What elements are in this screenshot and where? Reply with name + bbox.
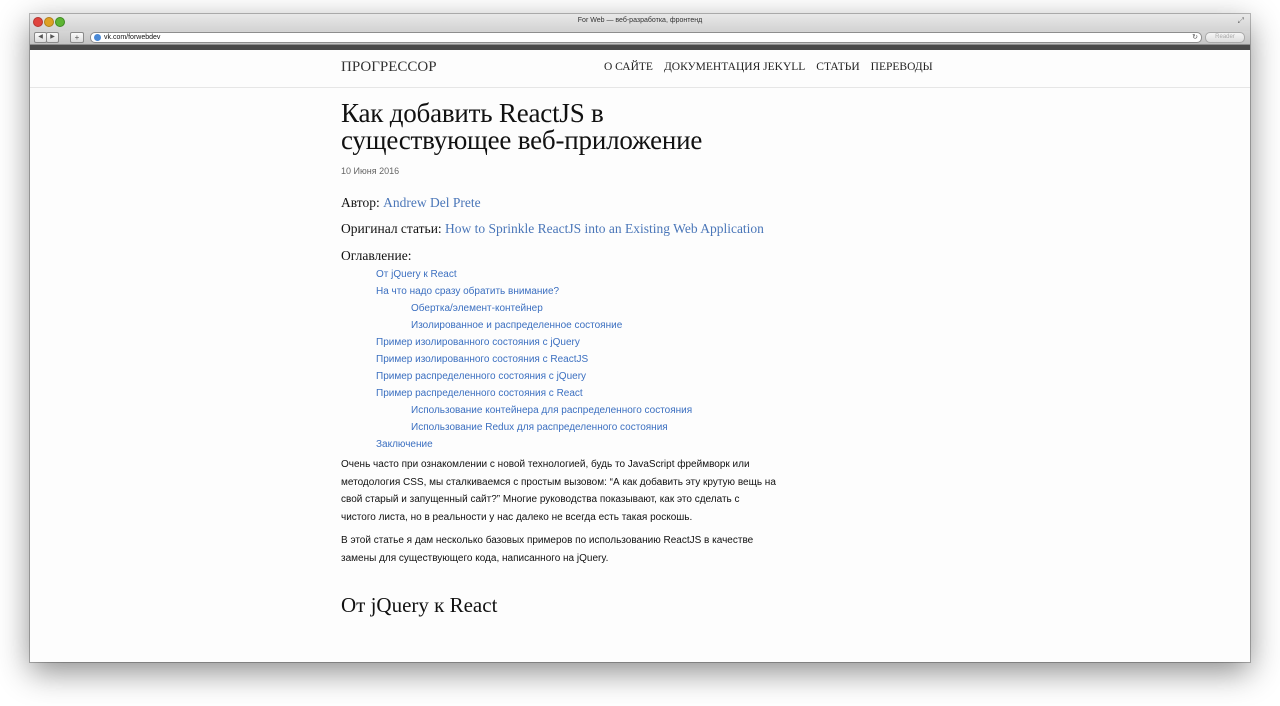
toc-item xyxy=(341,419,781,436)
reader-button[interactable]: Reader xyxy=(1205,32,1245,43)
globe-icon xyxy=(94,34,101,41)
post-date: 10 Июня 2016 xyxy=(341,166,400,176)
toc-link[interactable]: Изолированное и распределенное состояние xyxy=(411,320,623,331)
author-link[interactable]: Andrew Del Prete xyxy=(383,195,481,210)
site-header xyxy=(30,50,1250,88)
fullscreen-icon[interactable]: ⤢ xyxy=(1237,16,1244,25)
intro-paragraph-2: В этой статье я дам несколько базовых примеров по использованию ReactJS в качестве замены для существующего кода, написанного на jQuery. xyxy=(341,535,754,564)
author-label: Автор: xyxy=(341,195,384,210)
window-title: For Web — веб-разработка, фронтенд xyxy=(577,17,703,24)
browser-toolbar xyxy=(30,31,1250,45)
title-bar xyxy=(30,14,1250,31)
toc-heading: Оглавление: xyxy=(341,248,412,263)
toc-link[interactable]: Обертка/элемент-контейнер xyxy=(411,303,543,314)
author-line xyxy=(341,194,781,211)
toc-item xyxy=(341,334,781,351)
toc-item xyxy=(341,283,781,300)
toc-link[interactable]: Пример распределенного состояния с React xyxy=(376,388,583,399)
toc-item xyxy=(341,385,781,402)
table-of-contents xyxy=(341,266,781,453)
toc-link[interactable]: Пример изолированного состояния с ReactJS xyxy=(376,354,589,365)
nav-translations[interactable]: ПЕРЕВОДЫ xyxy=(870,61,933,73)
nav-about[interactable]: О САЙТЕ xyxy=(604,61,653,73)
toc-link[interactable]: Использование контейнера для распределенного состояния xyxy=(411,405,693,416)
section-heading: От jQuery к React xyxy=(341,593,498,617)
toc-item xyxy=(341,300,781,317)
toc-link[interactable]: От jQuery к React xyxy=(376,269,457,280)
original-article-link[interactable]: How to Sprinkle ReactJS into an Existing Web Application xyxy=(445,221,764,236)
toc-link[interactable]: Пример распределенного состояния с jQuery xyxy=(376,371,587,382)
toc-item xyxy=(341,317,781,334)
post-title-line2: существующее веб-приложение xyxy=(341,125,703,155)
add-bookmark-button[interactable]: + xyxy=(70,32,84,43)
address-bar[interactable] xyxy=(90,32,1202,43)
toc-link[interactable]: На что надо сразу обратить внимание? xyxy=(376,286,560,297)
toc-item xyxy=(341,266,781,283)
page-viewport xyxy=(30,50,1250,662)
toc-link[interactable]: Заключение xyxy=(376,439,433,450)
browser-window xyxy=(30,14,1250,662)
nav-jekyll-docs[interactable]: ДОКУМЕНТАЦИЯ JEKYLL xyxy=(663,61,806,73)
site-title-link[interactable]: ПРОГРЕССОР xyxy=(341,59,437,75)
nav-articles[interactable]: СТАТЬИ xyxy=(816,61,860,73)
toc-item xyxy=(341,368,781,385)
url-text: vk.com/forwebdev xyxy=(104,34,161,41)
toc-item xyxy=(341,402,781,419)
post-article xyxy=(341,100,781,618)
reload-icon[interactable]: ↻ xyxy=(1192,34,1198,41)
site-nav xyxy=(604,61,944,73)
original-label: Оригинал статьи: xyxy=(341,221,446,236)
original-line xyxy=(341,220,781,237)
toc-link[interactable]: Использование Redux для распределенного состояния xyxy=(411,422,668,433)
forward-button[interactable]: ▶ xyxy=(46,32,59,43)
toc-link[interactable]: Пример изолированного состояния с jQuery xyxy=(376,337,580,348)
intro-paragraph-1: Очень часто при ознакомлении с новой технологией, будь то JavaScript фреймворк или методология CSS, мы сталкиваемся с простым вызовом: “А как добавить эту крутую вещь на свой старый и запущенный сайт?” Многие руководства показывают, как это сделать с чистого листа, но в реальности у нас далеко не всегда есть такая роскошь. xyxy=(341,459,776,523)
post-title-line1: Как добавить ReactJS в xyxy=(341,98,604,128)
toc-item xyxy=(341,436,781,453)
back-button[interactable]: ◀ xyxy=(34,32,47,43)
toc-item xyxy=(341,351,781,368)
post-title xyxy=(341,100,781,154)
